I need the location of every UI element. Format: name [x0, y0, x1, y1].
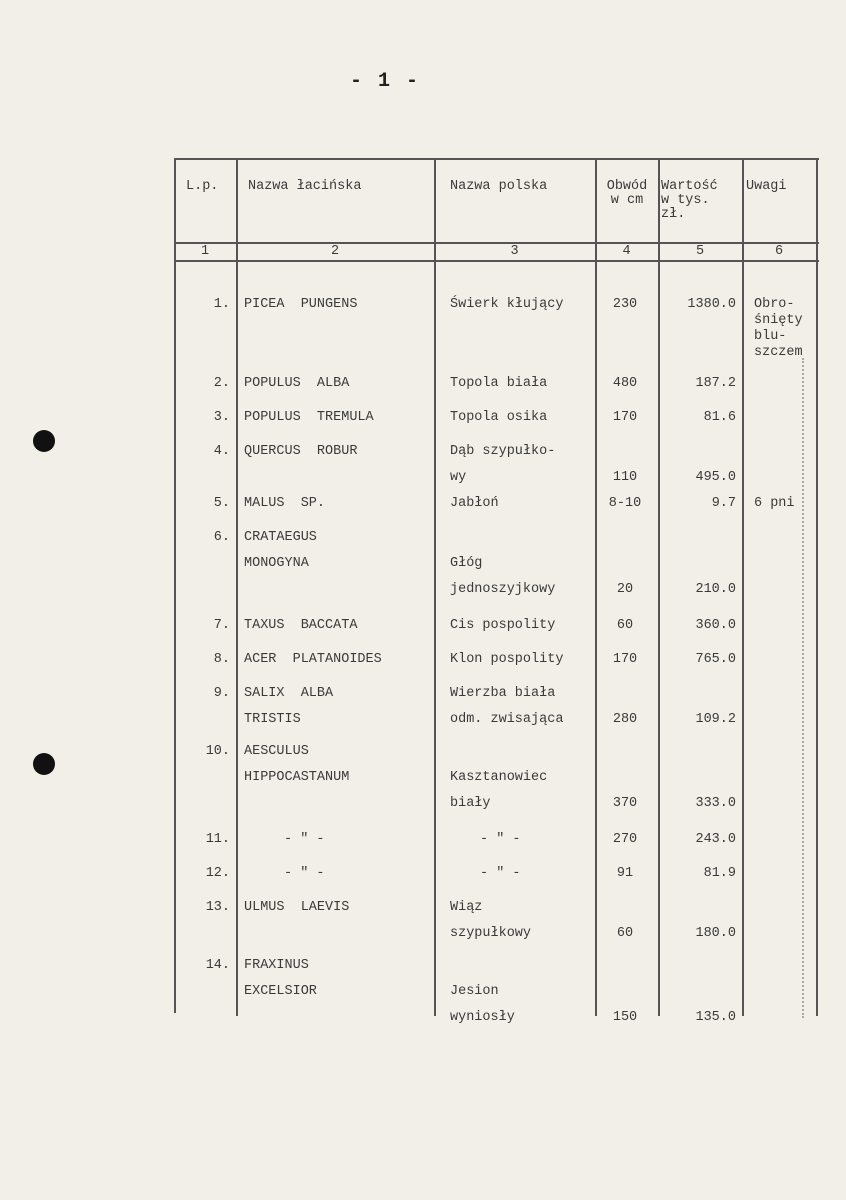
row-circumference: 170 — [612, 652, 638, 667]
row-latin-name: SALIX ALBA — [244, 686, 334, 701]
row-latin-name: EXCELSIOR — [244, 984, 317, 999]
row-latin-name: TAXUS BACCATA — [244, 618, 358, 633]
row-latin-name: PICEA PUNGENS — [244, 297, 358, 312]
row-notes: śnięty — [754, 313, 803, 328]
row-value: 109.2 — [695, 712, 736, 727]
col-divider-7 — [816, 158, 818, 1016]
row-polish-name: Głóg — [450, 556, 483, 571]
col-divider-3 — [434, 158, 436, 1016]
row-value: 333.0 — [695, 796, 736, 811]
row-circumference: 8-10 — [608, 496, 642, 511]
colnum-bottom-border — [174, 260, 819, 262]
row-polish-name: Topola biała — [450, 376, 548, 391]
header-value-2: w tys. — [661, 193, 710, 208]
header-circumference-1: Obwód — [606, 179, 648, 194]
row-value: 135.0 — [695, 1010, 736, 1025]
row-polish-name: Jabłoń — [450, 496, 499, 511]
column-number-1: 1 — [200, 244, 210, 259]
row-polish-name: Klon pospolity — [450, 652, 564, 667]
row-value: 81.6 — [703, 410, 736, 425]
col-divider-1 — [174, 158, 176, 1013]
tree-inventory-table — [174, 158, 819, 1025]
row-circumference: 150 — [612, 1010, 638, 1025]
row-latin-name: ULMUS LAEVIS — [244, 900, 350, 915]
row-value: 243.0 — [695, 832, 736, 847]
punch-hole-bottom — [33, 753, 55, 775]
row-value: 765.0 — [695, 652, 736, 667]
row-circumference: 20 — [616, 582, 634, 597]
row-notes: blu- — [754, 329, 787, 344]
header-value-3: zł. — [661, 207, 686, 222]
row-latin-name: QUERCUS ROBUR — [244, 444, 358, 459]
row-value: 9.7 — [711, 496, 736, 511]
row-latin-name: POPULUS TREMULA — [244, 410, 374, 425]
column-number-4: 4 — [622, 244, 631, 259]
row-latin-name: - " - — [284, 832, 325, 847]
row-value: 1380.0 — [687, 297, 736, 312]
row-value: 81.9 — [703, 866, 736, 881]
row-polish-name: Świerk kłujący — [450, 297, 564, 312]
row-lp: 7. — [213, 618, 230, 633]
header-lp: L.p. — [186, 179, 219, 194]
row-polish-name: Wiąz — [450, 900, 483, 915]
row-value: 210.0 — [695, 582, 736, 597]
row-circumference: 91 — [616, 866, 634, 881]
row-lp: 11. — [205, 832, 230, 847]
row-polish-name: wyniosły — [450, 1010, 515, 1025]
row-circumference: 480 — [612, 376, 638, 391]
row-notes: szczem — [754, 345, 803, 360]
row-latin-name: CRATAEGUS — [244, 530, 317, 545]
row-lp: 9. — [213, 686, 230, 701]
row-polish-name: Jesion — [450, 984, 499, 999]
row-polish-name: wy — [450, 470, 467, 485]
row-lp: 10. — [205, 744, 230, 759]
row-latin-name: MALUS SP. — [244, 496, 326, 511]
row-value: 180.0 — [695, 926, 736, 941]
row-polish-name: jednoszyjkowy — [450, 582, 556, 597]
row-latin-name: MONOGYNA — [244, 556, 309, 571]
row-polish-name: biały — [450, 796, 491, 811]
row-latin-name: FRAXINUS — [244, 958, 309, 973]
row-lp: 13. — [205, 900, 230, 915]
row-polish-name: Cis pospolity — [450, 618, 556, 633]
row-polish-name: - " - — [480, 832, 521, 847]
row-circumference: 60 — [616, 926, 634, 941]
row-polish-name: Wierzba biała — [450, 686, 556, 701]
row-value: 495.0 — [695, 470, 736, 485]
dotted-guide-line — [802, 358, 804, 1018]
header-latin-name: Nazwa łacińska — [248, 179, 362, 194]
row-circumference: 60 — [616, 618, 634, 633]
header-circumference-2: w cm — [610, 193, 644, 208]
row-polish-name: - " - — [480, 866, 521, 881]
row-lp: 8. — [213, 652, 230, 667]
punch-hole-top — [33, 430, 55, 452]
column-number-2: 2 — [330, 244, 340, 259]
row-lp: 3. — [213, 410, 230, 425]
row-polish-name: szypułkowy — [450, 926, 532, 941]
col-divider-6 — [742, 158, 744, 1016]
row-polish-name: Kasztanowiec — [450, 770, 548, 785]
row-circumference: 230 — [612, 297, 638, 312]
col-divider-2 — [236, 158, 238, 1016]
page-number: - 1 - — [349, 70, 420, 93]
row-notes: Obro- — [754, 297, 795, 312]
header-value-1: Wartość — [661, 179, 718, 194]
row-lp: 12. — [205, 866, 230, 881]
row-polish-name: odm. zwisająca — [450, 712, 564, 727]
row-value: 360.0 — [695, 618, 736, 633]
table-top-border — [174, 158, 819, 160]
row-value: 187.2 — [695, 376, 736, 391]
column-number-6: 6 — [774, 244, 784, 259]
row-circumference: 370 — [612, 796, 638, 811]
row-lp: 14. — [205, 958, 230, 973]
row-circumference: 110 — [612, 470, 638, 485]
row-circumference: 270 — [612, 832, 638, 847]
row-polish-name: Dąb szypułko- — [450, 444, 556, 459]
row-lp: 6. — [213, 530, 230, 545]
column-number-5: 5 — [695, 244, 705, 259]
row-lp: 1. — [213, 297, 230, 312]
row-polish-name: Topola osika — [450, 410, 548, 425]
header-polish-name: Nazwa polska — [450, 179, 548, 194]
row-circumference: 280 — [612, 712, 638, 727]
header-notes: Uwagi — [746, 179, 787, 194]
row-latin-name: AESCULUS — [244, 744, 309, 759]
row-lp: 2. — [213, 376, 230, 391]
row-latin-name: POPULUS ALBA — [244, 376, 350, 391]
column-number-3: 3 — [510, 244, 519, 259]
row-latin-name: ACER PLATANOIDES — [244, 652, 382, 667]
row-circumference: 170 — [612, 410, 638, 425]
row-lp: 4. — [213, 444, 230, 459]
row-notes: 6 pni — [754, 496, 795, 511]
row-lp: 5. — [213, 496, 230, 511]
row-latin-name: - " - — [284, 866, 325, 881]
row-latin-name: TRISTIS — [244, 712, 301, 727]
row-latin-name: HIPPOCASTANUM — [244, 770, 350, 785]
